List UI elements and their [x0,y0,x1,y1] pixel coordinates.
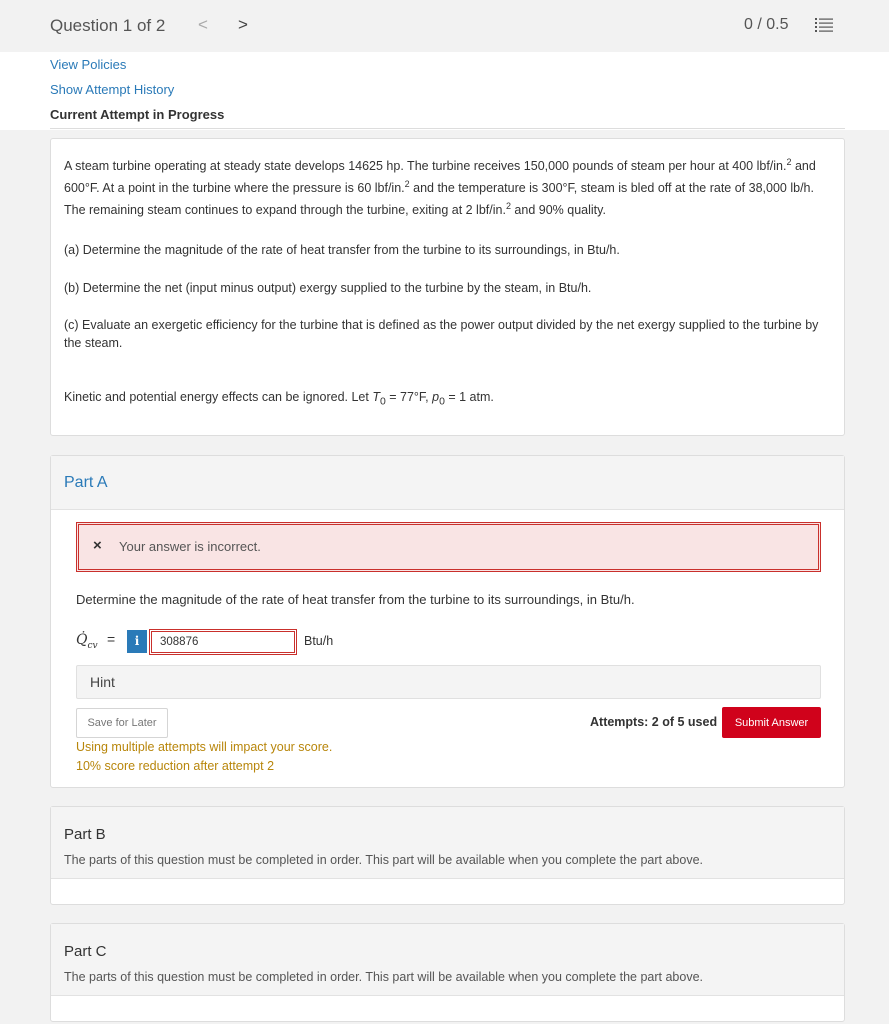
previous-question-button[interactable]: < [198,15,208,34]
problem-part-a: (a) Determine the magnitude of the rate of heat transfer from the turbine to its surroundings, in Btu/h. [64,243,620,257]
part-c-panel [50,923,845,1022]
part-c-locked-message: The parts of this question must be completed in order. This part will be available when you complete the part above. [64,970,704,984]
problem-part-c: (c) Evaluate an exergetic efficiency for the turbine that is defined as the power output divided by the net exergy supplied to the turbine by the steam. [64,318,819,350]
attempt-status: Current Attempt in Progress [50,107,225,122]
part-a-header [51,456,844,510]
hint-toggle[interactable] [76,665,821,699]
problem-assumptions: Kinetic and potential energy effects can be ignored. Let $T_0 = 77^\circ F$, $p_0 = 1$ atm. [64,390,494,408]
part-b-locked-message: The parts of this question must be completed in order. This part will be available when you complete the part above. [64,853,704,867]
save-for-later-button[interactable]: Save for Later [76,708,168,738]
problem-statement [50,138,845,436]
variable-label: $Q̇_{cv}$ [76,632,98,651]
score-display: 0 / 0.5 [744,16,789,33]
question-header [0,0,889,52]
part-c-title: Part C [64,943,107,960]
part-a-panel [50,455,845,788]
attempts-counter: Attempts: 2 of 5 used [590,715,718,729]
info-icon[interactable]: i [127,630,147,653]
equals-sign: = [107,631,116,647]
part-a-question: Determine the magnitude of the rate of heat transfer from the turbine to its surroundings, in Btu/h. [76,592,635,607]
part-c-header [51,924,844,996]
view-policies-link[interactable]: View Policies [50,57,127,72]
close-icon: × [93,537,102,554]
divider [50,128,845,129]
part-b-header [51,807,844,879]
show-attempt-history-link[interactable]: Show Attempt History [50,82,175,97]
error-message: Your answer is incorrect. [119,539,261,554]
attempts-warning: Using multiple attempts will impact your score. [76,740,333,754]
incorrect-answer-alert [76,522,821,572]
question-counter: Question 1 of 2 [50,16,166,35]
problem-description: A steam turbine operating at steady state develops 14625 hp. The turbine receives 150,000 pounds of steam per hour at 400 lbf/in.$^2$ and 600°F. At a point in the turbine where the pressure is 60 lbf/in.$^2$ and the temperature is 300°F, steam is bled off at the rate of 38,000 lb/h. The remaining steam continues to expand through the turbine, exiting at 2 lbf/in.$^2$ and 90% quality. [64,157,816,218]
part-b-title: Part B [64,826,106,843]
problem-part-b: (b) Determine the net (input minus output) exergy supplied to the turbine by the steam, in Btu/h. [64,281,592,295]
answer-input[interactable]: 308876 [149,629,297,655]
part-a-title: Part A [64,474,108,491]
attempt-meta [0,52,889,130]
list-icon[interactable] [815,17,833,33]
score-reduction-notice: 10% score reduction after attempt 2 [76,759,275,773]
submit-answer-button[interactable]: Submit Answer [722,707,821,738]
hint-label: Hint [90,674,115,690]
next-question-button[interactable]: > [238,15,248,34]
unit-label: Btu/h [304,634,334,648]
part-b-panel [50,806,845,905]
